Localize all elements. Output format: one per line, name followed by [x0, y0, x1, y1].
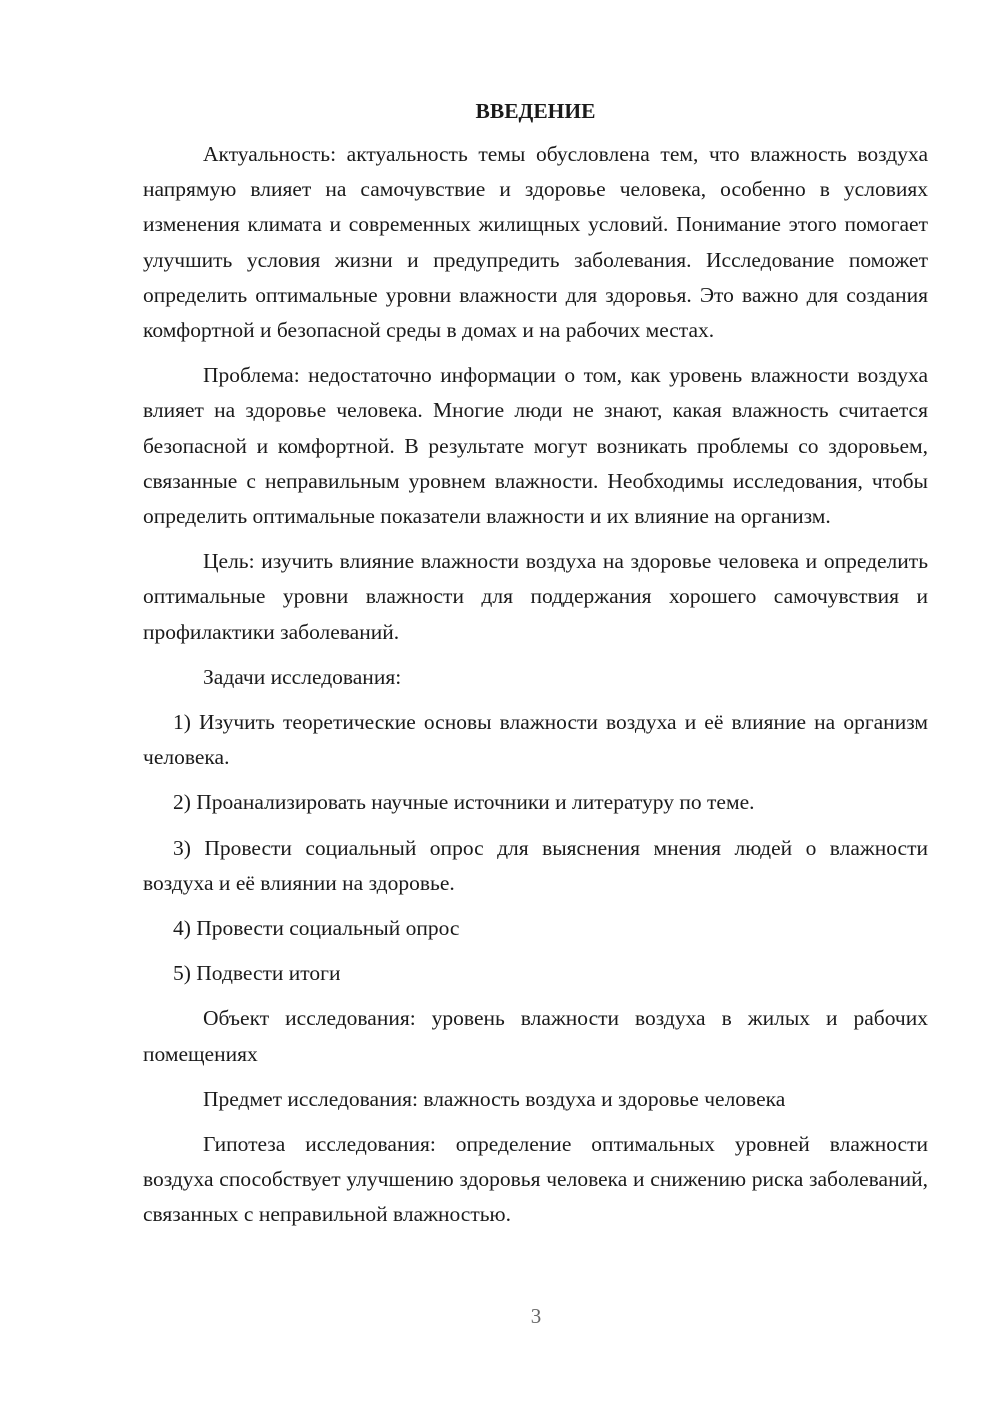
page-title: ВВЕДЕНИЕ — [475, 99, 596, 123]
task-item-3: 3) Провести социальный опрос для выяснения мнения людей о влажности воздуха и её влиянии на здоровье. — [143, 835, 928, 895]
tasks-heading: Задачи исследования: — [203, 664, 402, 689]
relevance-paragraph: Актуальность: актуальность темы обусловлена тем, что влажность воздуха напрямую влияет на самочувствие и здоровье человека, особенно в условиях изменения климата и современных жилищных условий. Понимание этого помогает улучшить условия жизни и предупредить заболевания. Исследование поможет определить оптимальные уровни влажности для здоровья. Это важно для создания комфортной и безопасной среды в домах и на рабочих местах. — [143, 142, 928, 343]
goal-paragraph: Цель: изучить влияние влажности воздуха на здоровье человека и определить оптимальные уровни влажности для поддержания хорошего самочувствия и профилактики заболеваний. — [143, 549, 928, 644]
hypothesis-paragraph: Гипотеза исследования: определение оптимальных уровней влажности воздуха способствует улучшению здоровья человека и снижению риска заболеваний, связанных с неправильной влажностью. — [143, 1132, 928, 1227]
task-item-1: 1) Изучить теоретические основы влажности воздуха и её влияние на организм человека. — [143, 710, 928, 770]
problem-paragraph: Проблема: недостаточно информации о том, как уровень влажности воздуха влияет на здоровье человека. Многие люди не знают, какая влажность считается безопасной и комфортной. В результате могут возникать проблемы со здоровьем, связанные с неправильным уровнем влажности. Необходимы исследования, чтобы определить оптимальные показатели влажности и их влияние на организм. — [143, 363, 928, 529]
object-paragraph: Объект исследования: уровень влажности воздуха в жилых и рабочих помещениях — [143, 1006, 928, 1066]
page-body — [143, 95, 928, 1243]
task-item-2: 2) Проанализировать научные источники и литературу по теме. — [173, 790, 755, 815]
task-item-4: 4) Провести социальный опрос — [173, 916, 460, 941]
task-item-5: 5) Подвести итоги — [173, 961, 341, 986]
page-number: 3 — [530, 1304, 542, 1328]
subject-paragraph: Предмет исследования: влажность воздуха и здоровье человека — [203, 1086, 786, 1111]
